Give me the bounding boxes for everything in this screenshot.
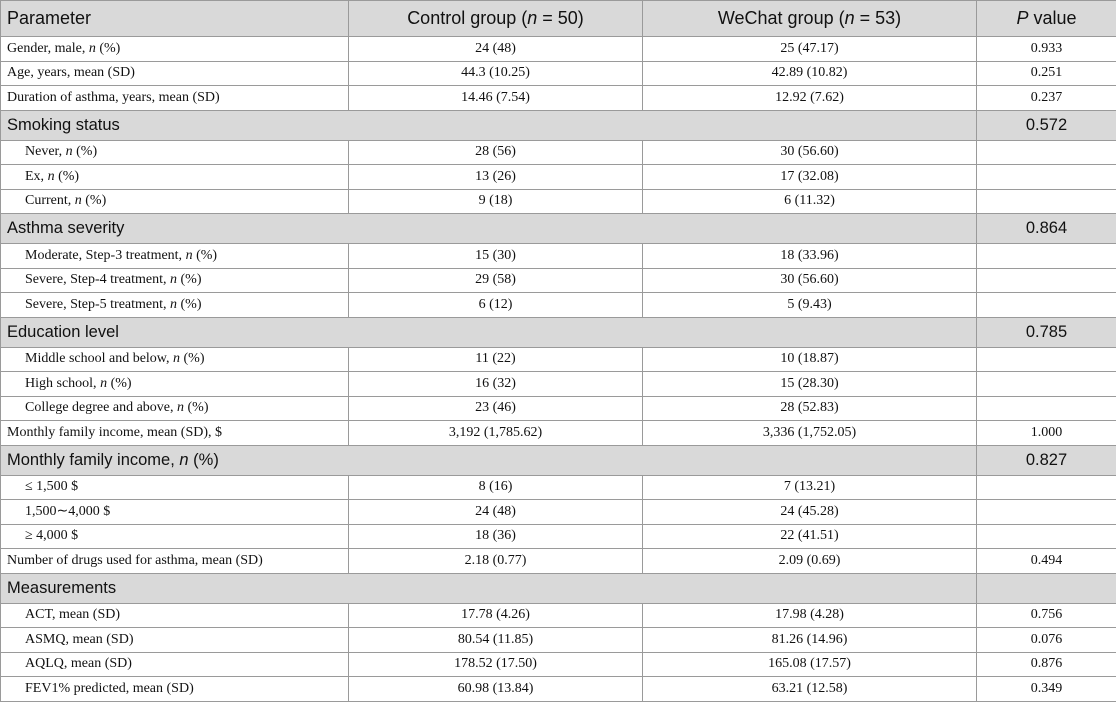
row-parameter: Current, n (%) [1, 189, 349, 214]
row-control-value: 8 (16) [349, 475, 643, 500]
row-wechat-value: 12.92 (7.62) [643, 86, 977, 111]
row-control-value: 23 (46) [349, 396, 643, 421]
row-control-value: 24 (48) [349, 37, 643, 62]
row-p-value [977, 140, 1116, 165]
table-row [1, 293, 1116, 318]
row-wechat-value: 25 (47.17) [643, 37, 977, 62]
row-wechat-value: 28 (52.83) [643, 396, 977, 421]
row-p-value: 0.933 [977, 37, 1116, 62]
table-row [1, 628, 1116, 653]
row-wechat-value: 5 (9.43) [643, 293, 977, 318]
row-parameter: Moderate, Step-3 treatment, n (%) [1, 244, 349, 269]
row-p-value [977, 244, 1116, 269]
table-row [1, 677, 1116, 702]
table-row [1, 165, 1116, 190]
row-wechat-value: 17.98 (4.28) [643, 603, 977, 628]
row-parameter: Severe, Step-5 treatment, n (%) [1, 293, 349, 318]
row-control-value: 2.18 (0.77) [349, 549, 643, 574]
header-control-group: Control group (n = 50) [349, 1, 643, 37]
row-control-value: 18 (36) [349, 524, 643, 549]
section-row [1, 110, 1116, 140]
row-wechat-value: 2.09 (0.69) [643, 549, 977, 574]
table-row [1, 372, 1116, 397]
section-p-value: 0.572 [977, 110, 1116, 140]
table-row [1, 652, 1116, 677]
section-label: Smoking status [1, 110, 977, 140]
row-p-value: 0.876 [977, 652, 1116, 677]
row-control-value: 29 (58) [349, 268, 643, 293]
row-p-value: 0.756 [977, 603, 1116, 628]
row-control-value: 80.54 (11.85) [349, 628, 643, 653]
section-row [1, 214, 1116, 244]
row-wechat-value: 3,336 (1,752.05) [643, 421, 977, 446]
row-p-value [977, 268, 1116, 293]
row-parameter: Monthly family income, mean (SD), $ [1, 421, 349, 446]
row-wechat-value: 24 (45.28) [643, 500, 977, 525]
row-parameter: 1,500∼4,000 $ [1, 500, 349, 525]
row-wechat-value: 165.08 (17.57) [643, 652, 977, 677]
table-row [1, 189, 1116, 214]
row-parameter: Severe, Step-4 treatment, n (%) [1, 268, 349, 293]
row-control-value: 28 (56) [349, 140, 643, 165]
row-parameter: FEV1% predicted, mean (SD) [1, 677, 349, 702]
row-wechat-value: 22 (41.51) [643, 524, 977, 549]
row-parameter: Age, years, mean (SD) [1, 61, 349, 86]
row-wechat-value: 30 (56.60) [643, 140, 977, 165]
table-row [1, 37, 1116, 62]
row-parameter: Never, n (%) [1, 140, 349, 165]
section-row [1, 317, 1116, 347]
row-wechat-value: 18 (33.96) [643, 244, 977, 269]
section-p-value: 0.864 [977, 214, 1116, 244]
row-p-value [977, 524, 1116, 549]
table-row [1, 244, 1116, 269]
row-wechat-value: 7 (13.21) [643, 475, 977, 500]
row-parameter: High school, n (%) [1, 372, 349, 397]
table-header [1, 1, 1116, 37]
section-label: Education level [1, 317, 977, 347]
table-row [1, 524, 1116, 549]
row-control-value: 24 (48) [349, 500, 643, 525]
row-wechat-value: 63.21 (12.58) [643, 677, 977, 702]
row-parameter: Middle school and below, n (%) [1, 347, 349, 372]
row-wechat-value: 10 (18.87) [643, 347, 977, 372]
row-p-value [977, 347, 1116, 372]
row-control-value: 6 (12) [349, 293, 643, 318]
row-p-value [977, 475, 1116, 500]
table-row [1, 603, 1116, 628]
row-wechat-value: 17 (32.08) [643, 165, 977, 190]
row-p-value [977, 189, 1116, 214]
row-wechat-value: 81.26 (14.96) [643, 628, 977, 653]
row-parameter: AQLQ, mean (SD) [1, 652, 349, 677]
section-row [1, 573, 1116, 603]
section-label: Measurements [1, 573, 977, 603]
row-control-value: 9 (18) [349, 189, 643, 214]
row-parameter: ACT, mean (SD) [1, 603, 349, 628]
row-control-value: 11 (22) [349, 347, 643, 372]
row-p-value [977, 293, 1116, 318]
row-control-value: 14.46 (7.54) [349, 86, 643, 111]
row-control-value: 178.52 (17.50) [349, 652, 643, 677]
table-row [1, 347, 1116, 372]
row-p-value: 0.251 [977, 61, 1116, 86]
row-p-value [977, 165, 1116, 190]
table-row [1, 421, 1116, 446]
row-control-value: 15 (30) [349, 244, 643, 269]
table-body [1, 37, 1116, 702]
table-row [1, 396, 1116, 421]
row-p-value: 0.076 [977, 628, 1116, 653]
table-row [1, 268, 1116, 293]
row-parameter: ≤ 1,500 $ [1, 475, 349, 500]
table-row [1, 475, 1116, 500]
row-parameter: Number of drugs used for asthma, mean (SD) [1, 549, 349, 574]
table-row [1, 86, 1116, 111]
row-wechat-value: 15 (28.30) [643, 372, 977, 397]
header-p-value: P value [977, 1, 1116, 37]
row-wechat-value: 42.89 (10.82) [643, 61, 977, 86]
section-label: Asthma severity [1, 214, 977, 244]
section-p-value: 0.827 [977, 445, 1116, 475]
row-parameter: College degree and above, n (%) [1, 396, 349, 421]
row-wechat-value: 30 (56.60) [643, 268, 977, 293]
table-row [1, 140, 1116, 165]
row-p-value: 0.494 [977, 549, 1116, 574]
row-control-value: 17.78 (4.26) [349, 603, 643, 628]
row-p-value [977, 500, 1116, 525]
row-parameter: ASMQ, mean (SD) [1, 628, 349, 653]
row-p-value: 0.349 [977, 677, 1116, 702]
section-row [1, 445, 1116, 475]
row-control-value: 44.3 (10.25) [349, 61, 643, 86]
row-p-value [977, 396, 1116, 421]
row-control-value: 60.98 (13.84) [349, 677, 643, 702]
section-p-value: 0.785 [977, 317, 1116, 347]
header-parameter: Parameter [1, 1, 349, 37]
row-parameter: Ex, n (%) [1, 165, 349, 190]
row-control-value: 3,192 (1,785.62) [349, 421, 643, 446]
row-p-value: 0.237 [977, 86, 1116, 111]
row-control-value: 16 (32) [349, 372, 643, 397]
row-control-value: 13 (26) [349, 165, 643, 190]
row-p-value [977, 372, 1116, 397]
table-row [1, 61, 1116, 86]
table-row [1, 549, 1116, 574]
row-parameter: Gender, male, n (%) [1, 37, 349, 62]
header-wechat-group: WeChat group (n = 53) [643, 1, 977, 37]
header-row [1, 1, 1116, 37]
table-row [1, 500, 1116, 525]
row-p-value: 1.000 [977, 421, 1116, 446]
section-p-value [977, 573, 1116, 603]
row-parameter: ≥ 4,000 $ [1, 524, 349, 549]
row-wechat-value: 6 (11.32) [643, 189, 977, 214]
section-label: Monthly family income, n (%) [1, 445, 977, 475]
row-parameter: Duration of asthma, years, mean (SD) [1, 86, 349, 111]
